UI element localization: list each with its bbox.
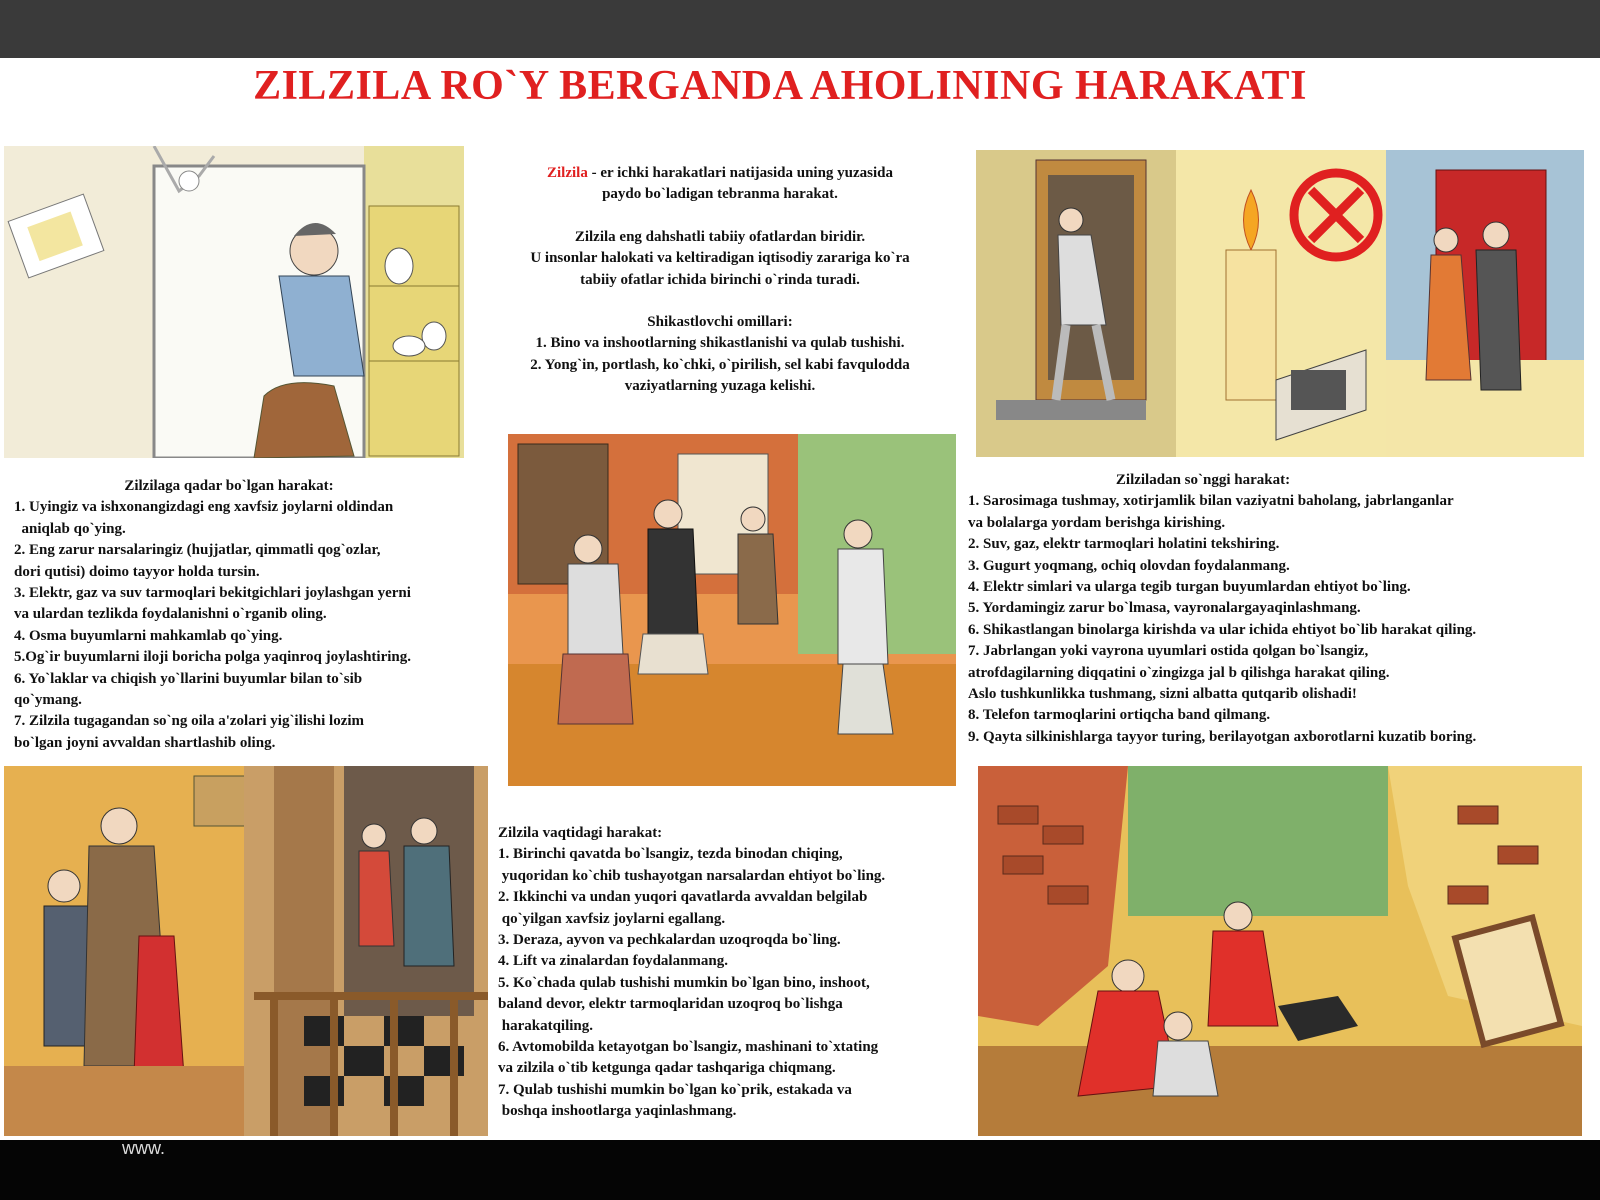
- after-line: 1. Sarosimaga tushmay, xotirjamlik bilan vaziyatni baholang, jabrlanganlar: [968, 493, 1454, 510]
- after-line: Aslo tushkunlikka tushmang, sizni albatta qutqarib olishadi!: [968, 686, 1357, 703]
- before-line: 1. Uyingiz va ishxonangizdagi eng xavfsiz joylarni oldindan: [14, 499, 394, 516]
- illustration-family-doorway: [4, 766, 488, 1136]
- after-line: 3. Gugurt yoqmang, ochiq olovdan foydalanmang.: [968, 557, 1290, 574]
- top-bar: [0, 0, 1600, 58]
- poster-title: ZILZILA RO`Y BERGANDA AHOLINING HARAKATI: [253, 63, 1307, 109]
- before-heading: Zilzilaga qadar bo`lgan harakat:: [124, 478, 334, 494]
- before-line: 6. Yo`laklar va chiqish yo`llarini buyumlar bilan to`sib: [14, 670, 363, 687]
- before-section: [14, 476, 514, 754]
- before-line: qo`ymang.: [14, 692, 82, 709]
- before-line: dori qutisi) doimo tayyor holda tursin.: [14, 563, 260, 580]
- after-line: atrofdagilarning diqqatini o`zingizga jal b qilishga harakat qiling.: [968, 664, 1390, 681]
- after-line: 7. Jabrlangan yoki vayrona uyumlari ostida qolgan bo`lsangiz,: [968, 643, 1369, 660]
- during-line: 3. Deraza, ayvon va pechkalardan uzoqroqda bo`ling.: [498, 932, 841, 949]
- during-line: 4. Lift va zinalardan foydalanmang.: [498, 953, 729, 970]
- during-line: 1. Birinchi qavatda bo`lsangiz, tezda binodan chiqing,: [498, 846, 843, 863]
- before-line: 2. Eng zarur narsalaringiz (hujjatlar, qimmatli qog`ozlar,: [14, 542, 381, 559]
- during-line: 6. Avtomobilda ketayotgan bo`lsangiz, mashinani to`xtating: [498, 1039, 879, 1056]
- definition-line-1: - er ichki harakatlari natijasida uning yuzasida: [587, 165, 894, 181]
- after-section: [968, 470, 1600, 748]
- during-line: va zilzila o`tib ketgunga qadar tashqariga chiqmang.: [498, 1060, 836, 1077]
- bottom-bar: [0, 1140, 1600, 1200]
- watermark-text: www.: [122, 1138, 166, 1158]
- before-line: aniqlab qo`ying.: [14, 520, 126, 537]
- intro-text: [470, 163, 970, 398]
- factor-line: vaziyatlarning yuzaga kelishi.: [624, 378, 816, 395]
- after-line: 5. Yordamingiz zarur bo`lmasa, vayronalargayaqinlashmang.: [968, 600, 1361, 617]
- after-line: 8. Telefon tarmoqlarini ortiqcha band qilmang.: [968, 707, 1271, 724]
- factors-heading: Shikastlovchi omillari:: [647, 314, 793, 331]
- term-zilzila: Zilzila: [546, 165, 588, 181]
- definition-line-2: paydo bo`ladigan tebranma harakat.: [602, 186, 838, 203]
- during-line: 5. Ko`chada qulab tushishi mumkin bo`lgan bino, inshoot,: [498, 974, 870, 991]
- during-heading: Zilzila vaqtidagi harakat:: [498, 825, 663, 841]
- before-line: 7. Zilzila tugagandan so`ng oila a'zolari yig`ilishi lozim: [14, 713, 365, 730]
- before-line: 3. Elektr, gaz va suv tarmoqlari bekitgichlari joylashgan yerni: [14, 585, 411, 602]
- after-line: 9. Qayta silkinishlarga tayyor turing, berilayotgan axborotlarni kuzatib boring.: [968, 728, 1477, 745]
- illustration-man-looking-up: [4, 146, 464, 458]
- before-line: bo`lgan joyni avvaldan shartlashib oling.: [14, 734, 276, 751]
- before-line: 5.Og`ir buyumlarni iloji boricha polga yaqinroq joylashtiring.: [14, 649, 412, 666]
- after-line: 2. Suv, gaz, elektr tarmoqlari holatini tekshiring.: [968, 536, 1280, 553]
- during-line: 2. Ikkinchi va undan yuqori qavatlarda avvaldan belgilab: [498, 889, 868, 906]
- illustration-family-running: [508, 434, 956, 786]
- before-line: 4. Osma buyumlarni mahkamlab qo`ying.: [14, 627, 283, 644]
- factor-line: 2. Yong`in, portlash, ko`chki, o`pirilish, sel kabi favqulodda: [530, 356, 910, 373]
- during-line: yuqoridan ko`chib tushayotgan narsalardan ehtiyot bo`ling.: [498, 867, 886, 884]
- intro-para-3: tabiiy ofatlar ichida birinchi o`rinda turadi.: [580, 271, 860, 288]
- before-line: va ulardan tezlikda foydalanishni o`rganib oling.: [14, 606, 327, 623]
- intro-para-2: U insonlar halokati va keltiradigan iqtisodiy zarariga ko`ra: [530, 250, 910, 267]
- during-line: baland devor, elektr tarmoqlaridan uzoqroq bo`lishga: [498, 996, 843, 1013]
- intro-para-1: Zilzila eng dahshatli tabiiy ofatlardan biridir.: [574, 228, 866, 245]
- after-line: 4. Elektr simlari va ularga tegib turgan buyumlardan ehtiyot bo`ling.: [968, 579, 1411, 596]
- during-line: harakatqiling.: [498, 1017, 594, 1034]
- after-heading: Zilziladan so`nggi harakat:: [1115, 472, 1291, 488]
- illustration-after-safety-panels: [976, 150, 1584, 457]
- during-line: 7. Qulab tushishi mumkin bo`lgan ko`prik, estakada va: [498, 1081, 852, 1098]
- during-section: [498, 823, 980, 1123]
- illustration-rescue-workers: [978, 766, 1582, 1136]
- after-line: va bolalarga yordam berishga kirishing.: [968, 514, 1226, 531]
- after-line: 6. Shikastlangan binolarga kirishda va ular ichida ehtiyot bo`lib harakat qiling.: [968, 621, 1477, 638]
- factor-line: 1. Bino va inshootlarning shikastlanishi va qulab tushishi.: [535, 335, 905, 352]
- during-line: qo`yilgan xavfsiz joylarni egallang.: [498, 910, 726, 927]
- during-line: boshqa inshootlarga yaqinlashmang.: [498, 1103, 737, 1120]
